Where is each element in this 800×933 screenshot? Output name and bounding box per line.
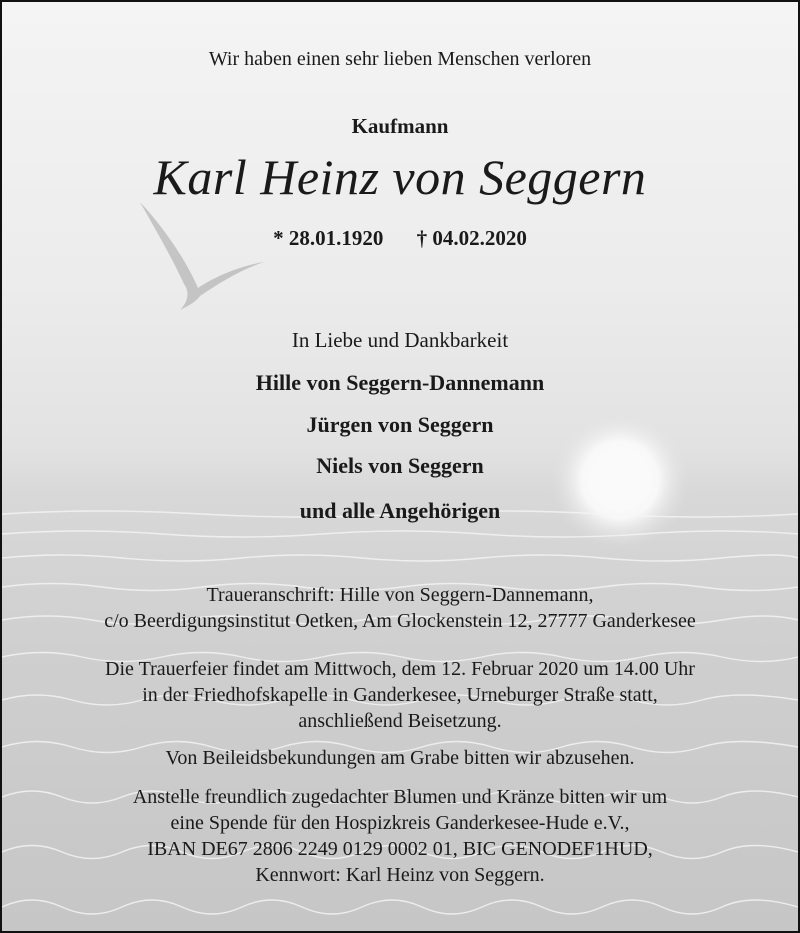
death-date: † 04.02.2020 — [416, 226, 527, 250]
ceremony-line: Die Trauerfeier findet am Mittwoch, dem 12. Februar 2020 um 14.00 Uhr — [105, 658, 695, 680]
donation-line: IBAN DE67 2806 2249 0129 0002 01, BIC GENODEF1HUD, — [147, 838, 653, 860]
occupation-label: Kaufmann — [351, 114, 449, 138]
donation-line: Anstelle freundlich zugedachter Blumen und Kränze bitten wir um — [132, 786, 668, 808]
life-dates — [2, 226, 798, 251]
address-line: Traueranschrift: Hille von Seggern-Dannemann, — [206, 584, 594, 606]
birth-date: * 28.01.1920 — [273, 226, 384, 250]
intro-text: Wir haben einen sehr lieben Menschen verloren — [208, 48, 592, 70]
mourner-name: Hille von Seggern-Dannemann — [255, 370, 545, 395]
seagull-icon — [140, 202, 264, 310]
donation-line: eine Spende für den Hospizkreis Ganderkesee-Hude e.V., — [170, 812, 630, 834]
mourner-name: Niels von Seggern — [316, 453, 484, 478]
deceased-name: Karl Heinz von Seggern — [153, 149, 647, 205]
thanks-text: In Liebe und Dankbarkeit — [291, 328, 509, 352]
mourner-name: und alle Angehörigen — [299, 498, 501, 523]
ceremony-line: in der Friedhofskapelle in Ganderkesee, Urneburger Straße statt, — [142, 684, 658, 706]
ceremony-line: anschließend Beisetzung. — [298, 710, 502, 732]
donation-line: Kennwort: Karl Heinz von Seggern. — [255, 864, 545, 886]
address-line: c/o Beerdigungsinstitut Oetken, Am Glockenstein 12, 27777 Ganderkesee — [104, 610, 696, 632]
mourner-name: Jürgen von Seggern — [306, 412, 494, 437]
condolence-note: Von Beileidsbekundungen am Grabe bitten wir abzusehen. — [165, 747, 635, 769]
